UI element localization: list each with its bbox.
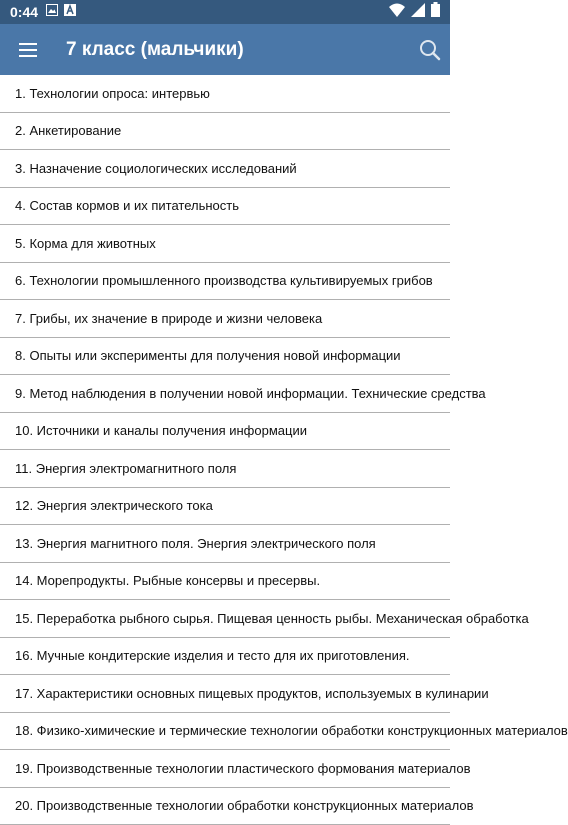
search-button[interactable] xyxy=(410,24,450,75)
page-title: 7 класс (мальчики) xyxy=(66,39,244,61)
battery-icon xyxy=(431,2,440,22)
list-item[interactable] xyxy=(0,225,450,263)
list-item-label: 9. Метод наблюдения в получении новой информации. Технические средства xyxy=(15,386,434,401)
status-bar xyxy=(0,0,450,24)
list-item-label: 13. Энергия магнитного поля. Энергия электрического поля xyxy=(15,536,434,551)
list-item-label: 8. Опыты или эксперименты для получения новой информации xyxy=(15,348,434,363)
image-notification-icon xyxy=(46,3,58,21)
list-item-label: 15. Переработка рыбного сырья. Пищевая ценность рыбы. Механическая обработка xyxy=(15,611,434,626)
list-item-label: 2. Анкетирование xyxy=(15,123,434,138)
list-item-label: 14. Морепродукты. Рыбные консервы и пресервы. xyxy=(15,573,434,588)
list-item[interactable] xyxy=(0,713,450,751)
list-item-label: 10. Источники и каналы получения информации xyxy=(15,423,434,438)
list-item-label: 1. Технологии опроса: интервью xyxy=(15,86,434,101)
list-item-label: 4. Состав кормов и их питательность xyxy=(15,198,434,213)
list-item[interactable] xyxy=(0,675,450,713)
signal-icon xyxy=(411,3,425,22)
menu-button[interactable] xyxy=(0,24,56,75)
list-item[interactable] xyxy=(0,188,450,226)
list-item[interactable] xyxy=(0,263,450,301)
list-item-label: 16. Мучные кондитерские изделия и тесто для их приготовления. xyxy=(15,648,434,663)
font-notification-icon xyxy=(64,3,76,21)
search-icon xyxy=(419,39,441,61)
hamburger-icon xyxy=(19,43,37,57)
list-item[interactable] xyxy=(0,375,450,413)
list-item[interactable] xyxy=(0,450,450,488)
list-item[interactable] xyxy=(0,113,450,151)
list-item-label: 17. Характеристики основных пищевых продуктов, используемых в кулинарии xyxy=(15,686,434,701)
list-item[interactable] xyxy=(0,600,450,638)
list-item[interactable] xyxy=(0,338,450,376)
wifi-icon xyxy=(389,3,405,22)
list-item-label: 3. Назначение социологических исследований xyxy=(15,161,434,176)
list-item-label: 5. Корма для животных xyxy=(15,236,434,251)
list-item-label: 19. Производственные технологии пластического формования материалов xyxy=(15,761,434,776)
list-item-label: 6. Технологии промышленного производства культивируемых грибов xyxy=(15,273,434,288)
list-item[interactable] xyxy=(0,75,450,113)
list-item[interactable] xyxy=(0,488,450,526)
list-item[interactable] xyxy=(0,413,450,451)
app-bar xyxy=(0,24,450,75)
list-item-label: 18. Физико-химические и термические технологии обработки конструкционных материалов xyxy=(15,723,434,738)
list-item-label: 7. Грибы, их значение в природе и жизни человека xyxy=(15,311,434,326)
list-item[interactable] xyxy=(0,788,450,825)
topic-list xyxy=(0,75,450,825)
list-item-label: 20. Производственные технологии обработки конструкционных материалов xyxy=(15,798,434,813)
list-item[interactable] xyxy=(0,150,450,188)
list-item[interactable] xyxy=(0,638,450,676)
list-item-label: 11. Энергия электромагнитного поля xyxy=(15,461,434,476)
list-item[interactable] xyxy=(0,525,450,563)
list-item[interactable] xyxy=(0,563,450,601)
status-time: 0:44 xyxy=(10,4,38,20)
list-item[interactable] xyxy=(0,300,450,338)
list-item[interactable] xyxy=(0,750,450,788)
list-item-label: 12. Энергия электрического тока xyxy=(15,498,434,513)
